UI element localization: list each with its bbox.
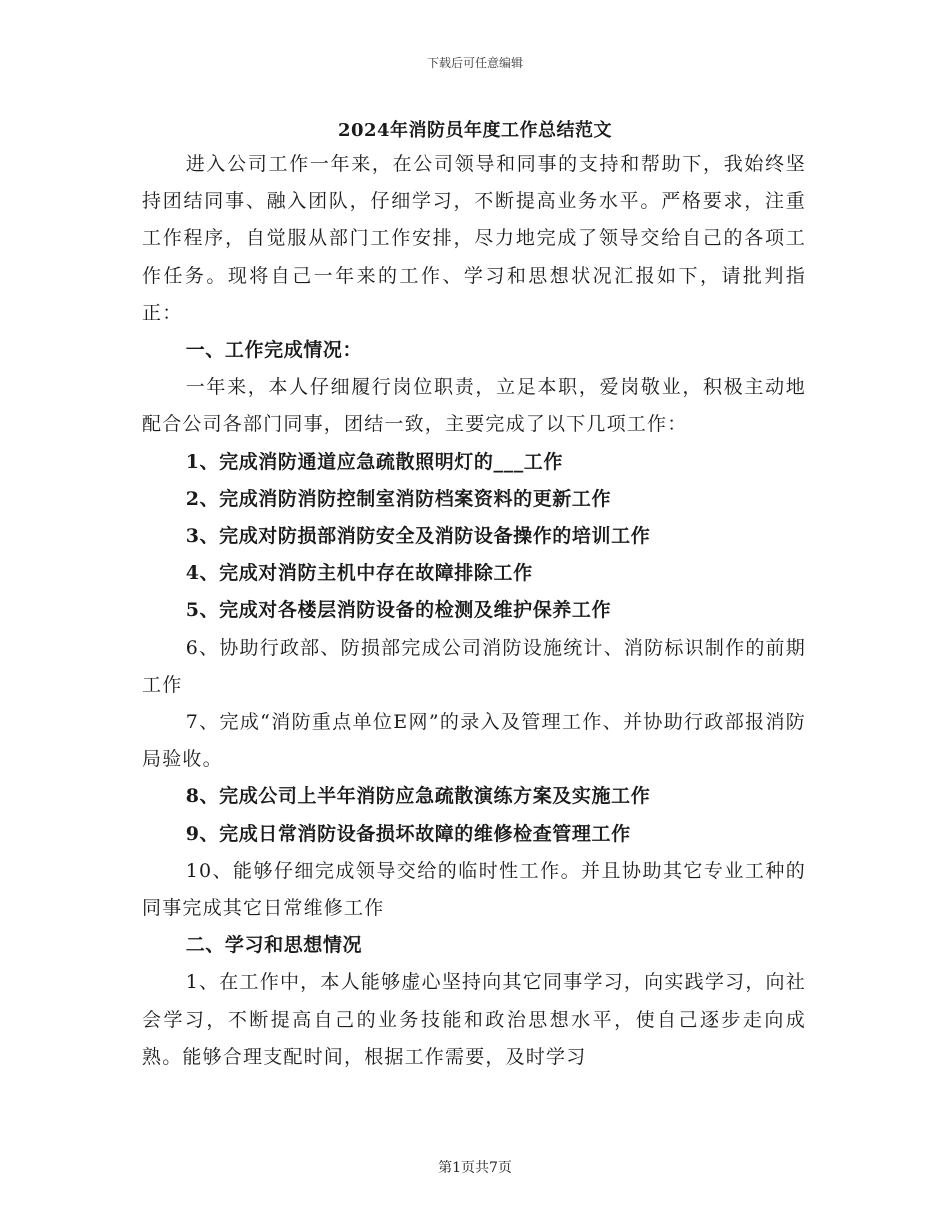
work-item-8: 8、完成公司上半年消防应急疏散演练方案及实施工作 [185,785,651,808]
paragraph-work-summary: 一年来，本人仔细履行岗位职责，立足本职，爱岗敬业，积极主动地配合公司各部门同事，团结一致，主要完成了以下几项工作： [142,376,806,436]
work-item-6: 6、协助行政部、防损部完成公司消防设施统计、消防标识制作的前期工作 [142,636,806,696]
paragraph-intro: 进入公司工作一年来，在公司领导和同事的支持和帮助下，我始终坚持团结同事、融入团队，仔细学习，不断提高业务水平。严格要求，注重工作程序，自觉服从部门工作安排，尽力地完成了领导交给自己的各项工作任务。现将自己一年来的工作、学习和思想状况汇报如下，请批判指正： [142,153,806,324]
study-item-1: 1、在工作中，本人能够虚心坚持向其它同事学习，向实践学习，向社会学习，不断提高自己的业务技能和政治思想水平，使自己逐步走向成熟。能够合理支配时间，根据工作需要，及时学习 [142,971,806,1068]
section-heading-study: 二、学习和思想情况 [185,934,363,957]
header-note: 下载后可任意编辑 [426,56,523,70]
work-item-7: 7、完成“消防重点单位E网”的录入及管理工作、并协助行政部报消防局验收。 [142,711,806,771]
page-footer: 第1页共7页 [438,1160,512,1176]
document-body [142,146,806,1076]
work-item-2: 2、完成消防消防控制室消防档案资料的更新工作 [185,487,612,510]
work-item-1: 1、完成消防通道应急疏散照明灯的___工作 [185,450,564,473]
work-item-5: 5、完成对各楼层消防设备的检测及维护保养工作 [185,599,612,622]
document-title: 2024年消防员年度工作总结范文 [337,120,613,141]
work-item-4: 4、完成对消防主机中存在故障排除工作 [185,562,533,585]
section-heading-work: 一、工作完成情况： [185,339,363,362]
work-item-9: 9、完成日常消防设备损坏故障的维修检查管理工作 [185,822,631,845]
work-item-3: 3、完成对防损部消防安全及消防设备操作的培训工作 [185,525,651,548]
work-item-10: 10、能够仔细完成领导交给的临时性工作。并且协助其它专业工种的同事完成其它日常维修工作 [142,859,806,920]
